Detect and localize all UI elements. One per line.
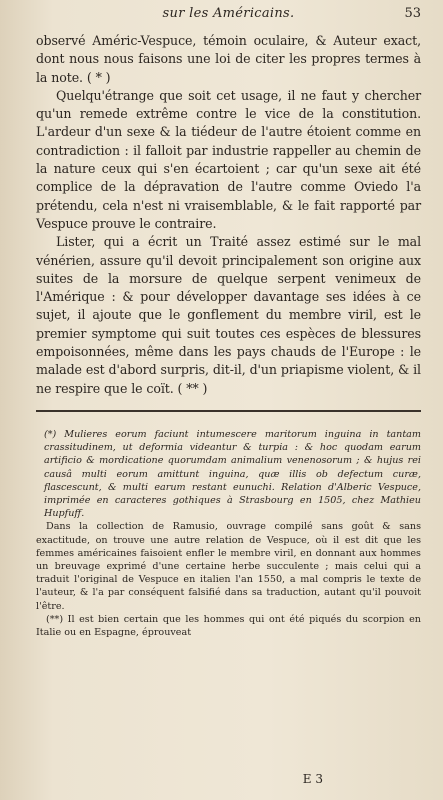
footnote-2: (**) Il est bien certain que les hommes qui ont été piqués du scorpion en Italie ou en Espagne, éprouveat <box>36 613 421 638</box>
main-text <box>36 32 421 398</box>
paragraph-1: observé Améric-Vespuce, témoin oculaire, & Auteur exact, dont nous nous faisons une loi de citer les propres termes à la note. ( * ) <box>36 33 421 85</box>
page-number: 53 <box>404 6 421 21</box>
footnotes <box>36 428 421 639</box>
footnote-1-french: Dans la collection de Ramusio, ouvrage compilé sans goût & sans exactitude, on trouve une autre relation de Vespuce, où il est dit que les femmes américaines faisoient enfler le membre viril, en donnant aux hommes un breuvage exprimé d'une certaine herbe succulente ; mais celui qui a traduit l'original de Vespuce en italien l'an 1550, a mal compris le texte de l'auteur, & l'a par conséquent falsifié dans sa traduction, autant qu'il pouvoit l'être. <box>36 521 421 612</box>
page-header <box>36 6 421 32</box>
footnote-separator-rule <box>36 410 421 412</box>
paragraph-2: Quelqu'étrange que soit cet usage, il ne faut y chercher qu'un remede extrême contre le vice de la constitution. L'ardeur d'un sexe & la tiédeur de l'autre étoient comme en contradiction : il falloit par industrie rappeller au chemin de la nature ceux qui s'en écartoient ; car qu'un sexe ait été complice de la dépravation de l'autre comme Oviedo l'a prétendu, cela n'est ni vraisemblable, & le fait rapporté par Vespuce prouve le contraire. <box>36 87 421 231</box>
signature-mark: E 3 <box>302 772 323 786</box>
running-title: sur les Américains. <box>162 6 295 21</box>
footnote-1-latin: (*) Mulieres eorum faciunt intumescere maritorum inguina in tantam crassitudinem, ut deformia videantur & turpia : & hoc quodam earum artificio & mordicatione quorumdam animalium venenosorum ; & hujus rei causâ multi eorum amittunt inguina, quæ illis ob defectum curæ, flascescunt, & multi earum restant eunuchi. Relation d'Alberic Vespuce, imprimée en caracteres gothiques à Strasbourg en 1505, chez Mathieu Hupfuff. <box>44 428 421 520</box>
paragraph-3: Lister, qui a écrit un Traité assez estimé sur le mal vénérien, assure qu'il devoit principalement son origine aux suites de la morsure de quelque serpent venimeux de l'Amérique : & pour développer davantage ses idées à ce sujet, il ajoute que le gonflement du membre viril, est le premier symptome qui suit toutes ces espèces de blessures empoisonnées, même dans les pays chauds de l'Europe : le malade est d'abord surpris, dit-il, d'un priapisme violent, & il ne respire que le coït. ( ** ) <box>36 234 421 396</box>
